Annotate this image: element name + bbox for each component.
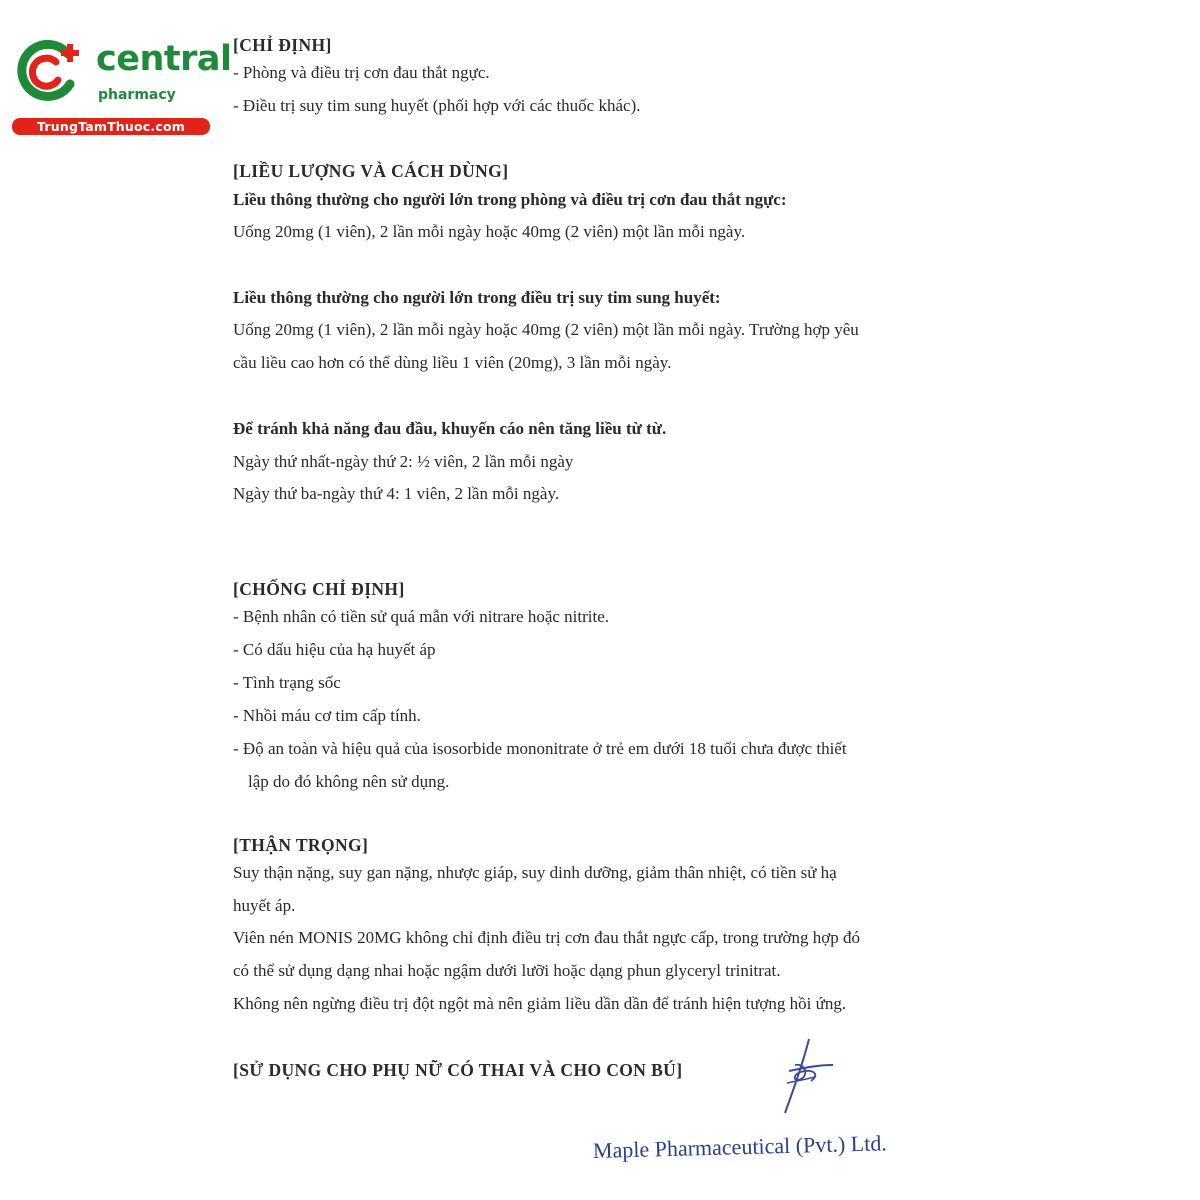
dosage-heart-failure-title: Liều thông thường cho người lớn trong điều trị suy tim sung huyết: xyxy=(233,288,721,307)
list-item: - Điều trị suy tim sung huyết (phối hợp với các thuốc khác). xyxy=(233,96,641,115)
logo-subtitle: pharmacy xyxy=(98,87,176,103)
dosage-schedule: Ngày thứ nhất-ngày thứ 2: ½ viên, 2 lần mỗi ngày xyxy=(233,452,574,471)
company-stamp: Maple Pharmaceutical (Pvt.) Ltd. xyxy=(592,1130,888,1163)
precaution-line: Không nên ngừng điều trị đột ngột mà nên giảm liều dần dần để tránh hiện tượng hồi ứng. xyxy=(233,994,847,1013)
section-heading-contraindications: [CHỐNG CHỈ ĐỊNH] xyxy=(233,579,405,599)
list-item: - Bệnh nhân có tiền sử quá mẫn với nitrare hoặc nitrite. xyxy=(233,607,610,626)
list-item-continuation: lập do đó không nên sử dụng. xyxy=(248,772,450,791)
list-item: - Nhồi máu cơ tim cấp tính. xyxy=(233,706,421,725)
section-heading-precautions: [THẬN TRỌNG] xyxy=(233,835,369,855)
list-item: - Tình trạng sốc xyxy=(233,673,341,692)
precaution-line: Suy thận nặng, suy gan nặng, nhược giáp, suy dinh dưỡng, giảm thân nhiệt, có tiền sử hạ xyxy=(233,863,837,882)
section-heading-indications: [CHỈ ĐỊNH] xyxy=(233,35,332,55)
section-heading-dosage: [LIỀU LƯỢNG VÀ CÁCH DÙNG] xyxy=(233,161,509,181)
logo-name: central xyxy=(96,39,232,79)
pharmacy-cross-icon xyxy=(10,38,90,102)
logo-website: TrungTamThuoc.com xyxy=(12,118,210,135)
central-pharmacy-logo xyxy=(10,36,232,136)
precaution-line: huyết áp. xyxy=(233,896,296,915)
dosage-angina-text: Uống 20mg (1 viên), 2 lần mỗi ngày hoặc 40mg (2 viên) một lần mỗi ngày. xyxy=(233,222,746,241)
list-item: - Phòng và điều trị cơn đau thắt ngực. xyxy=(233,63,490,82)
dosage-heart-failure-text: Uống 20mg (1 viên), 2 lần mỗi ngày hoặc 40mg (2 viên) một lần mỗi ngày. Trường hợp yêu xyxy=(233,320,859,339)
section-heading-pregnancy: [SỬ DỤNG CHO PHỤ NỮ CÓ THAI VÀ CHO CON BÚ] xyxy=(233,1060,683,1080)
signature xyxy=(775,1035,845,1120)
dosage-headache-title: Để tránh khả năng đau đầu, khuyến cáo nên tăng liều từ từ. xyxy=(233,419,667,438)
precaution-line: Viên nén MONIS 20MG không chỉ định điều trị cơn đau thắt ngực cấp, trong trường hợp đó xyxy=(233,928,860,947)
dosage-heart-failure-text: cầu liều cao hơn có thể dùng liều 1 viên (20mg), 3 lần mỗi ngày. xyxy=(233,353,672,372)
precaution-line: có thể sử dụng dạng nhai hoặc ngậm dưới lưỡi hoặc dạng phun glyceryl trinitrat. xyxy=(233,961,781,980)
list-item: - Có dấu hiệu của hạ huyết áp xyxy=(233,640,436,659)
dosage-angina-title: Liều thông thường cho người lớn trong phòng và điều trị cơn đau thắt ngực: xyxy=(233,190,787,209)
list-item: - Độ an toàn và hiệu quả của isosorbide mononitrate ở trẻ em dưới 18 tuổi chưa được thiết xyxy=(233,739,847,758)
dosage-schedule: Ngày thứ ba-ngày thứ 4: 1 viên, 2 lần mỗi ngày. xyxy=(233,484,560,503)
